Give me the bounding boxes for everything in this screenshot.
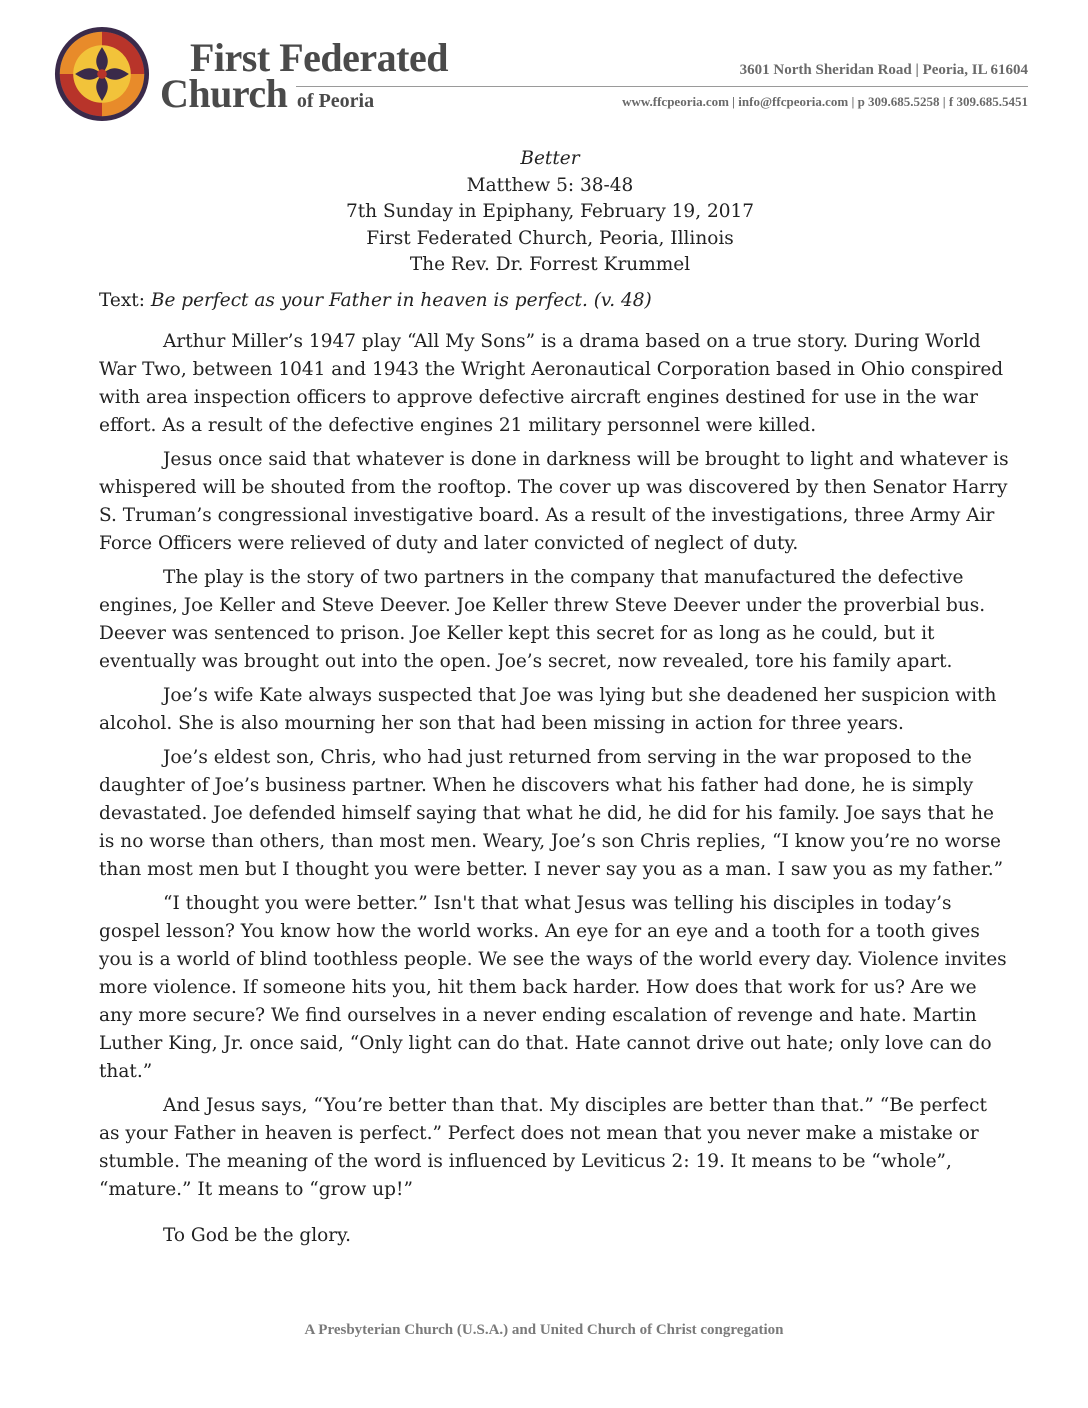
letterhead-divider bbox=[296, 86, 1028, 87]
church-address: 3601 North Sheridan Road | Peoria, IL 61604 bbox=[739, 62, 1028, 78]
page-footer: A Presbyterian Church (U.S.A.) and United Church of Christ congregation bbox=[304, 1322, 784, 1338]
sermon-heading bbox=[0, 146, 1088, 279]
letterhead bbox=[0, 0, 1088, 130]
closing-line: To God be the glory. bbox=[163, 1225, 352, 1246]
paragraph: Arthur Miller’s 1947 play “All My Sons” is a drama based on a true story. During World War Two, between 1041 and 1943 the Wright Aeronautical Corporation based in Ohio conspired with area inspection officers to approve defective aircraft engines destined for use in the war effort. As a result of the defective engines 21 military personnel were killed. bbox=[99, 331, 1004, 436]
church-name-line2 bbox=[160, 71, 448, 116]
church-logo-icon bbox=[54, 26, 150, 122]
paragraph: Jesus once said that whatever is done in darkness will be brought to light and whatever is whispered will be shouted from the rooftop. The cover up was discovered by then Senator Harry S. Truman’s congressional investigative board. As a result of the investigations, three Army Air Force Officers were relieved of duty and later convicted of neglect of duty. bbox=[99, 449, 1009, 554]
paragraph: Joe’s eldest son, Chris, who had just returned from serving in the war proposed to the daughter of Joe’s business partner. When he discovers what his father had done, he is simply devastated. Joe defended himself saying that what he did, he did for his family. Joe says that he is no worse than others, than most men. Weary, Joe’s son Chris replies, “I know you’re no worse than most men but I thought you were better. I never say you as a man. I saw you as my father.” bbox=[99, 747, 1004, 880]
sermon-text-label: Text: bbox=[99, 290, 151, 311]
church-name-church: Church bbox=[160, 71, 288, 116]
sermon-location: First Federated Church, Peoria, Illinois bbox=[366, 227, 734, 249]
church-name-suffix: of Peoria bbox=[296, 90, 375, 112]
paragraph: The play is the story of two partners in the company that manufactured the defective engines, Joe Keller and Steve Deever. Joe Keller threw Steve Deever under the proverbial bus. Deever was sentenced to prison. Joe Keller kept this secret for as long as he could, but it eventually was brought out into the open. Joe’s secret, now revealed, tore his family apart. bbox=[99, 567, 986, 672]
sermon-text-quote: Be perfect as your Father in heaven is perfect. (v. 48) bbox=[150, 290, 652, 311]
sermon-scripture: Matthew 5: 38-48 bbox=[466, 174, 634, 196]
paragraph: Joe’s wife Kate always suspected that Joe was lying but she deadened her suspicion with alcohol. She is also mourning her son that had been missing in action for three years. bbox=[99, 685, 997, 734]
church-name bbox=[160, 35, 448, 116]
sermon-body bbox=[99, 328, 1009, 1256]
sermon-title: Better bbox=[520, 148, 580, 169]
church-contact: www.ffcpeoria.com | info@ffcpeoria.com | p 309.685.5258 | f 309.685.5451 bbox=[622, 94, 1028, 109]
sermon-occasion: 7th Sunday in Epiphany, February 19, 2017 bbox=[345, 201, 755, 222]
church-name-line1: First Federated bbox=[190, 35, 448, 80]
sermon-preacher: The Rev. Dr. Forrest Krummel bbox=[409, 254, 691, 275]
sermon-text bbox=[99, 290, 652, 311]
paragraph: “I thought you were better.” Isn't that what Jesus was telling his disciples in today’s gospel lesson? You know how the world works. An eye for an eye and a tooth for a tooth gives you is a world of blind toothless people. We see the ways of the world every day. Violence invites more violence. If someone hits you, hit them back harder. How does that work for us? Are we any more secure? We find ourselves in a never ending escalation of revenge and hate. Martin Luther King, Jr. once said, “Only light can do that. Hate cannot drive out hate; only love can do that.” bbox=[99, 893, 1007, 1082]
paragraph: And Jesus says, “You’re better than that. My disciples are better than that.” “Be perfect as your Father in heaven is perfect.” Perfect does not mean that you never make a mistake or stumble. The meaning of the word is influenced by Leviticus 2: 19. It means to be “whole”, “mature.” It means to “grow up!” bbox=[99, 1095, 987, 1200]
